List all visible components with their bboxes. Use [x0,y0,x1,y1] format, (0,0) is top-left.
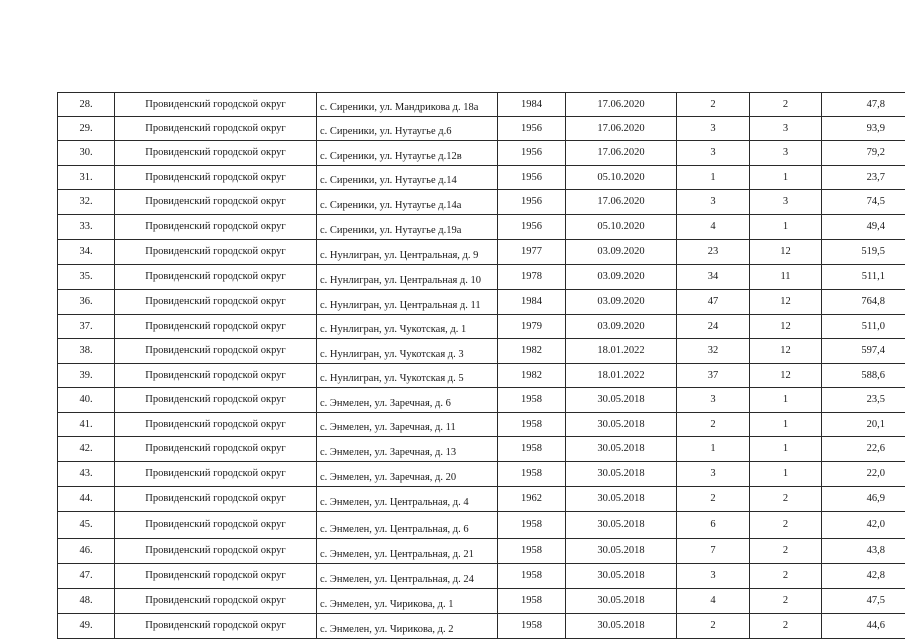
year-built-cell: 1982 [498,339,566,364]
apartments-count-cell: 2 [750,589,822,614]
residents-count-cell: 2 [677,487,750,512]
date-cell: 30.05.2018 [566,487,677,512]
area-cell: 79,2 [822,141,905,166]
date-cell: 05.10.2020 [566,166,677,190]
residents-count-cell: 3 [677,564,750,589]
row-number-cell: 47. [58,564,115,589]
address-cell: с. Сиреники, ул. Нутаугье д.14 [317,166,498,190]
row-number-cell: 37. [58,315,115,339]
district-cell: Провиденский городской округ [115,315,317,339]
date-cell: 30.05.2018 [566,589,677,614]
date-cell: 30.05.2018 [566,388,677,413]
table-row [58,190,905,215]
date-cell: 30.05.2018 [566,564,677,589]
year-built-cell: 1977 [498,240,566,265]
address-cell: с. Энмелен, ул. Заречная, д. 6 [317,388,498,413]
district-cell: Провиденский городской округ [115,388,317,413]
apartments-count-cell: 2 [750,512,822,539]
area-cell: 22,0 [822,462,905,487]
date-cell: 18.01.2022 [566,364,677,388]
row-number-cell: 35. [58,265,115,290]
district-cell: Провиденский городской округ [115,166,317,190]
address-cell: с. Сиреники, ул. Нутаугье д.14а [317,190,498,215]
row-number-cell: 42. [58,437,115,462]
residents-count-cell: 37 [677,364,750,388]
area-cell: 519,5 [822,240,905,265]
area-cell: 46,9 [822,487,905,512]
year-built-cell: 1956 [498,166,566,190]
residents-count-cell: 4 [677,215,750,240]
residents-count-cell: 34 [677,265,750,290]
apartments-count-cell: 1 [750,437,822,462]
apartments-count-cell: 11 [750,265,822,290]
address-cell: с. Энмелен, ул. Центральная, д. 21 [317,539,498,564]
district-cell: Провиденский городской округ [115,462,317,487]
row-number-cell: 44. [58,487,115,512]
row-number-cell: 43. [58,462,115,487]
year-built-cell: 1956 [498,190,566,215]
date-cell: 30.05.2018 [566,413,677,437]
date-cell: 17.06.2020 [566,141,677,166]
date-cell: 17.06.2020 [566,117,677,141]
district-cell: Провиденский городской округ [115,564,317,589]
residents-count-cell: 24 [677,315,750,339]
residents-count-cell: 3 [677,462,750,487]
address-cell: с. Сиреники, ул. Нутаугье д.6 [317,117,498,141]
date-cell: 03.09.2020 [566,265,677,290]
residents-count-cell: 6 [677,512,750,539]
table-row [58,265,905,290]
row-number-cell: 31. [58,166,115,190]
area-cell: 23,7 [822,166,905,190]
apartments-count-cell: 2 [750,614,822,639]
year-built-cell: 1958 [498,413,566,437]
row-number-cell: 45. [58,512,115,539]
apartments-count-cell: 1 [750,388,822,413]
area-cell: 22,6 [822,437,905,462]
table-row [58,117,905,141]
apartments-count-cell: 3 [750,117,822,141]
area-cell: 44,6 [822,614,905,639]
date-cell: 05.10.2020 [566,215,677,240]
table-row [58,141,905,166]
year-built-cell: 1958 [498,564,566,589]
area-cell: 74,5 [822,190,905,215]
area-cell: 23,5 [822,388,905,413]
apartments-count-cell: 3 [750,190,822,215]
district-cell: Провиденский городской округ [115,141,317,166]
row-number-cell: 48. [58,589,115,614]
district-cell: Провиденский городской округ [115,190,317,215]
residents-count-cell: 7 [677,539,750,564]
date-cell: 03.09.2020 [566,315,677,339]
district-cell: Провиденский городской округ [115,339,317,364]
row-number-cell: 41. [58,413,115,437]
address-cell: с. Нунлигран, ул. Центральная д. 10 [317,265,498,290]
table-row [58,388,905,413]
row-number-cell: 38. [58,339,115,364]
date-cell: 17.06.2020 [566,93,677,117]
address-cell: с. Энмелен, ул. Чирикова, д. 2 [317,614,498,639]
apartments-count-cell: 12 [750,315,822,339]
table-row [58,512,905,539]
apartments-count-cell: 12 [750,290,822,315]
area-cell: 597,4 [822,339,905,364]
table-row [58,539,905,564]
residents-count-cell: 1 [677,166,750,190]
row-number-cell: 49. [58,614,115,639]
row-number-cell: 36. [58,290,115,315]
district-cell: Провиденский городской округ [115,93,317,117]
apartments-count-cell: 1 [750,166,822,190]
year-built-cell: 1984 [498,93,566,117]
residents-count-cell: 2 [677,614,750,639]
address-cell: с. Нунлигран, ул. Центральная д. 11 [317,290,498,315]
residents-count-cell: 3 [677,388,750,413]
address-cell: с. Энмелен, ул. Заречная, д. 11 [317,413,498,437]
row-number-cell: 30. [58,141,115,166]
table-row [58,315,905,339]
date-cell: 03.09.2020 [566,240,677,265]
row-number-cell: 34. [58,240,115,265]
residents-count-cell: 4 [677,589,750,614]
area-cell: 47,8 [822,93,905,117]
district-cell: Провиденский городской округ [115,240,317,265]
table-row [58,364,905,388]
year-built-cell: 1956 [498,141,566,166]
row-number-cell: 40. [58,388,115,413]
table-row [58,487,905,512]
district-cell: Провиденский городской округ [115,413,317,437]
table-row [58,339,905,364]
area-cell: 511,0 [822,315,905,339]
address-cell: с. Энмелен, ул. Чирикова, д. 1 [317,589,498,614]
address-cell: с. Сиреники, ул. Мандрикова д. 18а [317,93,498,117]
apartments-count-cell: 2 [750,93,822,117]
district-cell: Провиденский городской округ [115,487,317,512]
table-row [58,413,905,437]
year-built-cell: 1958 [498,437,566,462]
district-cell: Провиденский городской округ [115,290,317,315]
row-number-cell: 32. [58,190,115,215]
area-cell: 93,9 [822,117,905,141]
year-built-cell: 1956 [498,215,566,240]
row-number-cell: 46. [58,539,115,564]
address-cell: с. Энмелен, ул. Заречная, д. 13 [317,437,498,462]
year-built-cell: 1958 [498,512,566,539]
date-cell: 17.06.2020 [566,190,677,215]
date-cell: 18.01.2022 [566,339,677,364]
apartments-count-cell: 2 [750,487,822,512]
year-built-cell: 1984 [498,290,566,315]
table-row [58,166,905,190]
address-cell: с. Нунлигран, ул. Чукотская д. 5 [317,364,498,388]
area-cell: 20,1 [822,413,905,437]
area-cell: 49,4 [822,215,905,240]
residents-count-cell: 2 [677,413,750,437]
residents-count-cell: 23 [677,240,750,265]
year-built-cell: 1958 [498,388,566,413]
year-built-cell: 1978 [498,265,566,290]
apartments-count-cell: 12 [750,364,822,388]
apartments-count-cell: 1 [750,462,822,487]
housing-table [57,92,905,639]
year-built-cell: 1982 [498,364,566,388]
area-cell: 764,8 [822,290,905,315]
address-cell: с. Сиреники, ул. Нутаугье д.19а [317,215,498,240]
district-cell: Провиденский городской округ [115,614,317,639]
table-row [58,215,905,240]
year-built-cell: 1962 [498,487,566,512]
residents-count-cell: 3 [677,190,750,215]
date-cell: 30.05.2018 [566,462,677,487]
area-cell: 43,8 [822,539,905,564]
address-cell: с. Нунлигран, ул. Чукотская д. 3 [317,339,498,364]
district-cell: Провиденский городской округ [115,364,317,388]
district-cell: Провиденский городской округ [115,437,317,462]
address-cell: с. Энмелен, ул. Центральная, д. 6 [317,512,498,539]
table-row [58,437,905,462]
area-cell: 511,1 [822,265,905,290]
row-number-cell: 33. [58,215,115,240]
row-number-cell: 28. [58,93,115,117]
date-cell: 30.05.2018 [566,539,677,564]
year-built-cell: 1958 [498,539,566,564]
housing-table-body [58,93,905,639]
apartments-count-cell: 12 [750,240,822,265]
date-cell: 30.05.2018 [566,614,677,639]
row-number-cell: 29. [58,117,115,141]
address-cell: с. Энмелен, ул. Заречная, д. 20 [317,462,498,487]
apartments-count-cell: 12 [750,339,822,364]
area-cell: 42,8 [822,564,905,589]
area-cell: 47,5 [822,589,905,614]
residents-count-cell: 3 [677,117,750,141]
area-cell: 588,6 [822,364,905,388]
apartments-count-cell: 2 [750,539,822,564]
residents-count-cell: 47 [677,290,750,315]
apartments-count-cell: 3 [750,141,822,166]
date-cell: 30.05.2018 [566,512,677,539]
residents-count-cell: 32 [677,339,750,364]
year-built-cell: 1958 [498,614,566,639]
year-built-cell: 1958 [498,589,566,614]
district-cell: Провиденский городской округ [115,512,317,539]
district-cell: Провиденский городской округ [115,265,317,290]
apartments-count-cell: 2 [750,564,822,589]
table-row [58,589,905,614]
address-cell: с. Нунлигран, ул. Центральная, д. 9 [317,240,498,265]
table-row [58,290,905,315]
district-cell: Провиденский городской округ [115,539,317,564]
district-cell: Провиденский городской округ [115,215,317,240]
date-cell: 30.05.2018 [566,437,677,462]
district-cell: Провиденский городской округ [115,117,317,141]
address-cell: с. Энмелен, ул. Центральная, д. 4 [317,487,498,512]
residents-count-cell: 3 [677,141,750,166]
district-cell: Провиденский городской округ [115,589,317,614]
address-cell: с. Нунлигран, ул. Чукотская, д. 1 [317,315,498,339]
address-cell: с. Энмелен, ул. Центральная, д. 24 [317,564,498,589]
residents-count-cell: 1 [677,437,750,462]
residents-count-cell: 2 [677,93,750,117]
table-row [58,614,905,639]
row-number-cell: 39. [58,364,115,388]
year-built-cell: 1956 [498,117,566,141]
year-built-cell: 1958 [498,462,566,487]
address-cell: с. Сиреники, ул. Нутаугье д.12в [317,141,498,166]
area-cell: 42,0 [822,512,905,539]
year-built-cell: 1979 [498,315,566,339]
date-cell: 03.09.2020 [566,290,677,315]
apartments-count-cell: 1 [750,215,822,240]
table-row [58,462,905,487]
table-row [58,564,905,589]
table-row [58,93,905,117]
apartments-count-cell: 1 [750,413,822,437]
table-row [58,240,905,265]
